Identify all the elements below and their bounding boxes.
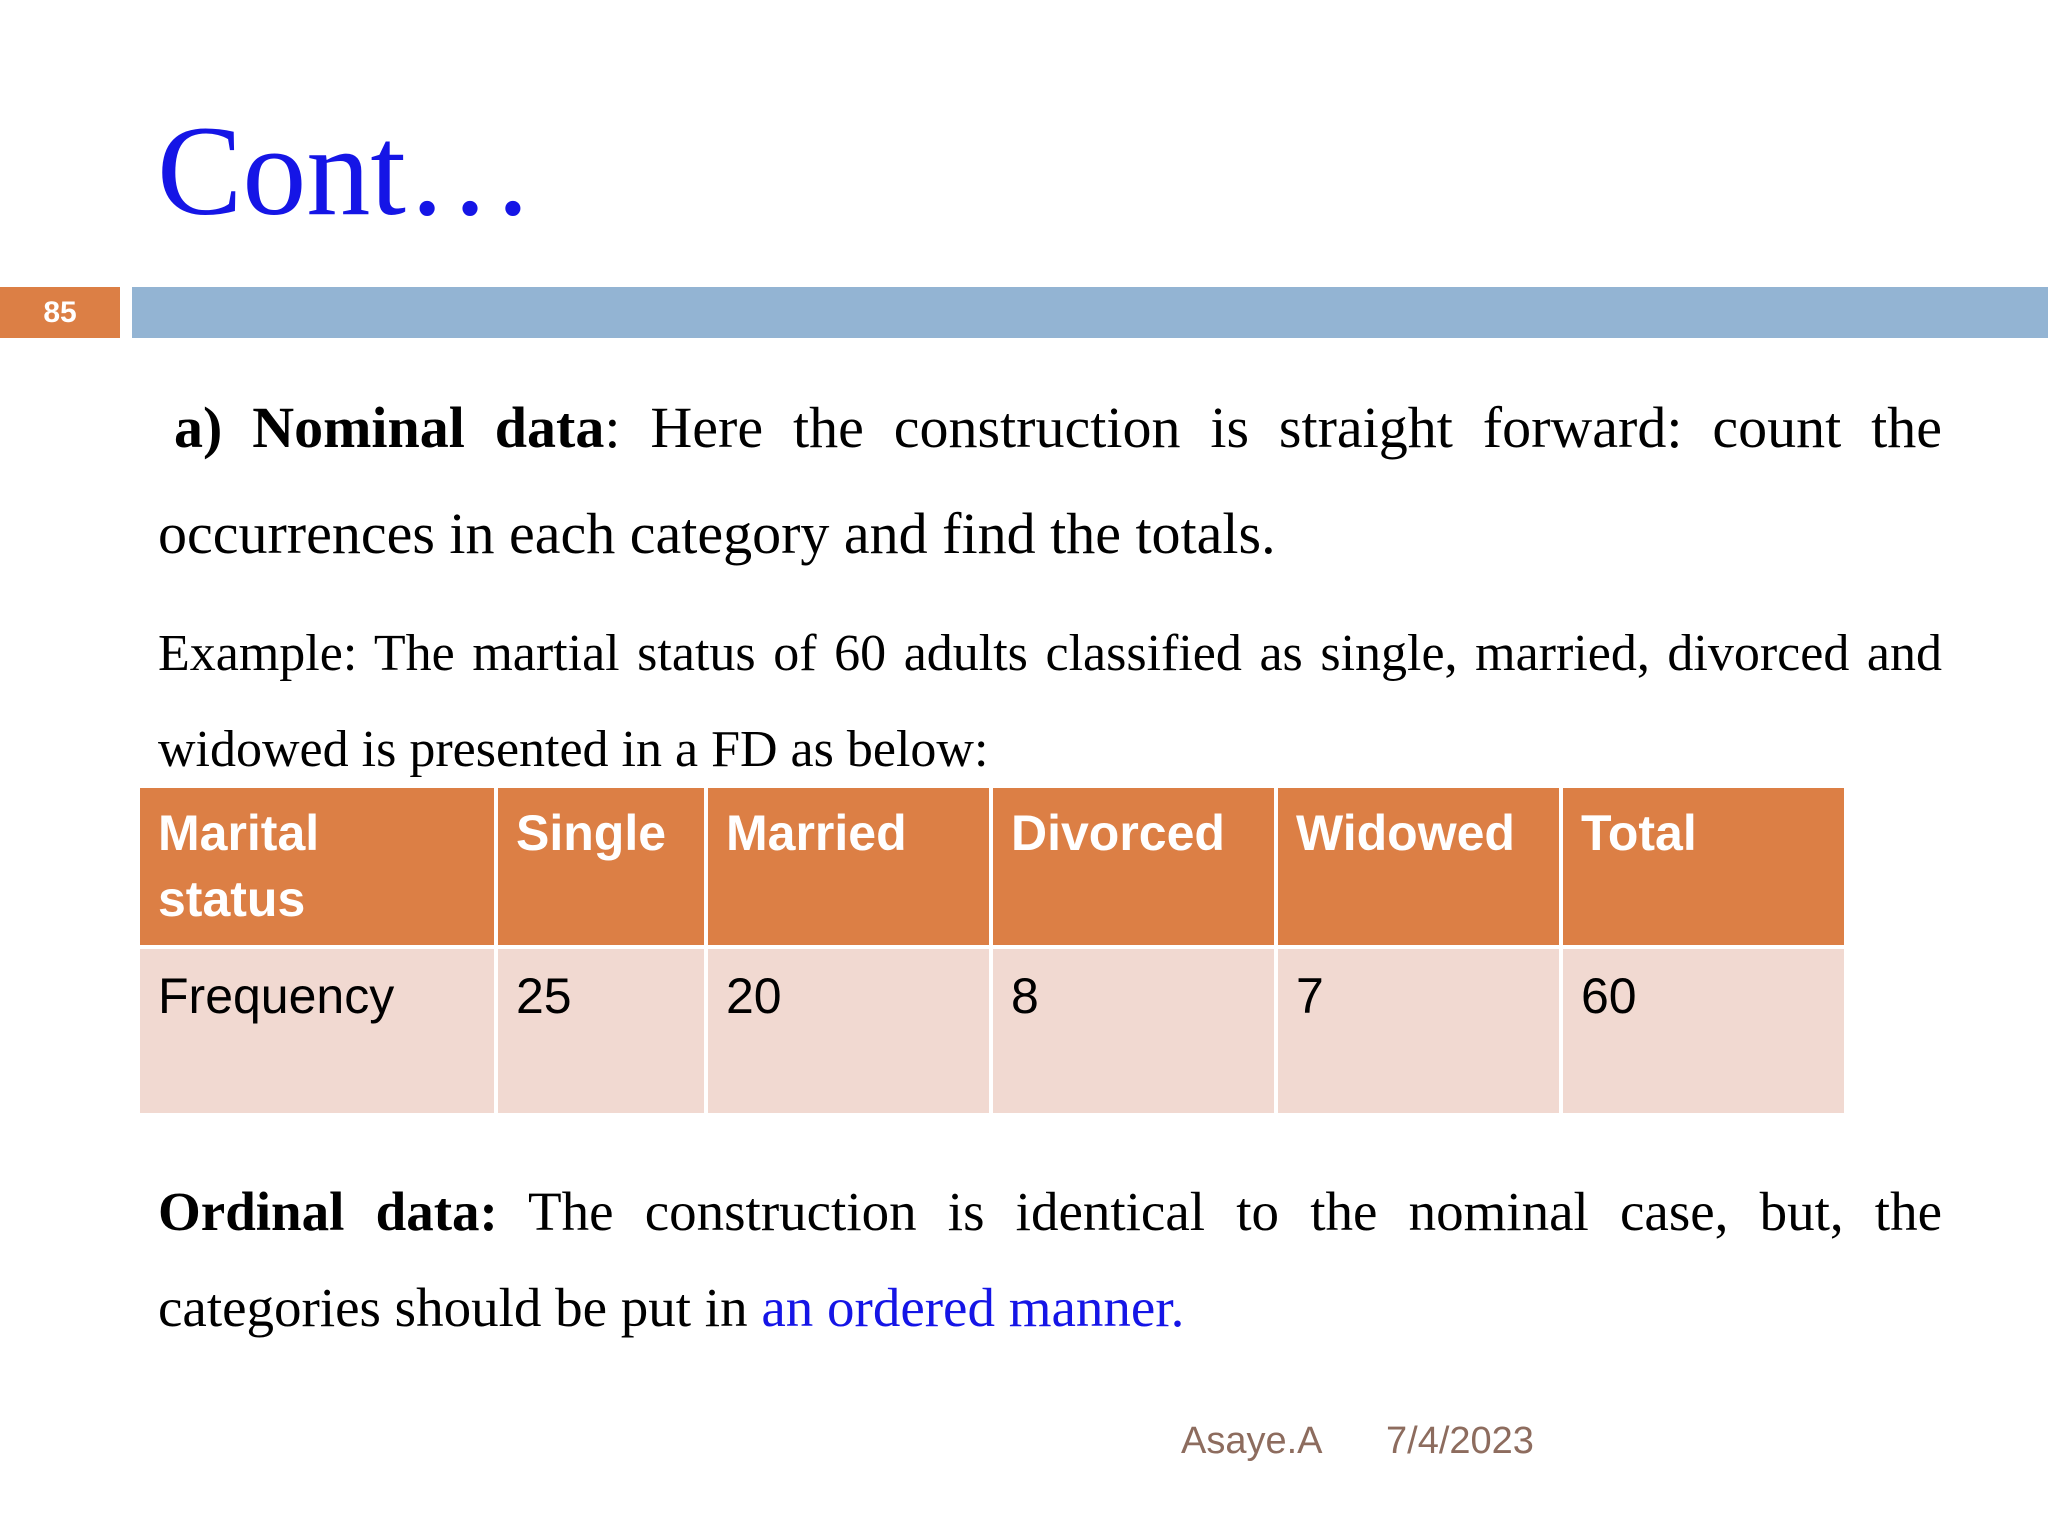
slide-number-badge: 85 xyxy=(0,287,120,338)
table-cell: 20 xyxy=(706,947,991,1115)
slide-title: Cont… xyxy=(157,100,534,242)
table-cell: Frequency xyxy=(138,947,496,1115)
ordinal-highlight-text: an ordered manner. xyxy=(761,1277,1185,1338)
table-header-row xyxy=(138,786,1846,947)
table-cell: 60 xyxy=(1561,947,1846,1115)
table-header-cell: Widowed xyxy=(1276,786,1561,947)
table-header-cell: Married xyxy=(706,786,991,947)
table-row xyxy=(138,947,1846,1115)
ordinal-data-paragraph xyxy=(158,1164,1942,1356)
example-text: Example: The martial status of 60 adults classified as single, married, divorced and widowed is presented in a FD as below: xyxy=(158,625,1942,778)
table-header-cell: Marital status xyxy=(138,786,496,947)
footer-author: Asaye.A xyxy=(1181,1420,1323,1462)
nominal-data-paragraph xyxy=(158,375,1942,587)
table-cell: 8 xyxy=(991,947,1276,1115)
nominal-data-label: a) Nominal data xyxy=(174,395,605,460)
table-header-cell: Divorced xyxy=(991,786,1276,947)
title-divider-bar xyxy=(132,287,2048,338)
frequency-distribution-table xyxy=(136,784,1848,1117)
table-header-cell: Total xyxy=(1561,786,1846,947)
table-cell: 25 xyxy=(496,947,706,1115)
example-paragraph xyxy=(158,606,1942,798)
nominal-data-text: : Here the construction is straight forward: count the occurrences in each category and find the totals. xyxy=(158,395,1942,566)
ordinal-data-label: Ordinal data: xyxy=(158,1181,498,1242)
ordinal-data-text: The construction is identical to the nominal case, but, the categories should be put in xyxy=(158,1181,1942,1338)
table-cell: 7 xyxy=(1276,947,1561,1115)
table-header-cell: Single xyxy=(496,786,706,947)
footer-date: 7/4/2023 xyxy=(1386,1420,1534,1462)
